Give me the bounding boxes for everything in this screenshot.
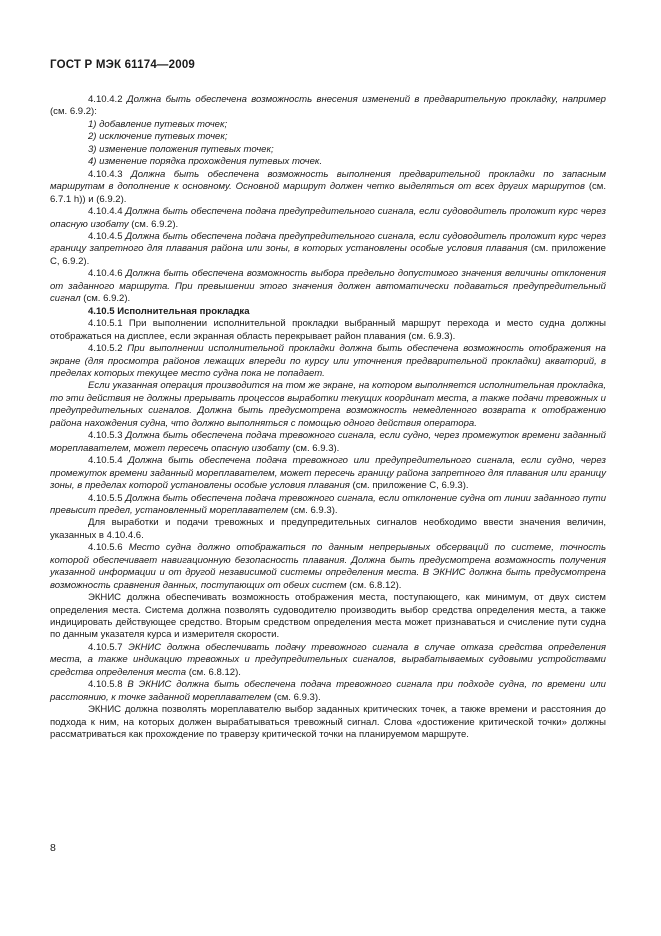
list-item: 1) добавление путевых точек; bbox=[88, 118, 228, 130]
paragraph-4-10-5-8-cont: ЭКНИС должна позволять мореплавателю выбор заданных критических точек, а также времени и расстояния до подхода к ним, на которых должен вырабатываться тревожный сигнал. Слова «достижение критической точки» должны рассматриваться как прохождение по траверзу критической точки на планируемом маршруте. bbox=[50, 704, 606, 741]
paragraph-4-10-4-4: 4.10.4.4 Должна быть обеспечена подача предупредительного сигнала, если судоводитель проложит курс через опасную изобату (см. 6.9.2). bbox=[50, 206, 606, 230]
paragraph-4-10-5-7: 4.10.5.7 ЭКНИС должна обеспечивать подачу тревожного сигнала в случае отказа средства определения места, а также индикацию тревожных и предупредительных сигналов, вырабатываемых судовыми устройствами средства определения места (см. 6.8.12). bbox=[50, 641, 606, 678]
list-item: 4) изменение порядка прохождения путевых точек. bbox=[88, 156, 323, 168]
paragraph-4-10-5-3: 4.10.5.3 Должна быть обеспечена подача тревожного сигнала, если судно, через промежуток времени заданный мореплавателем, может пересечь опасную изобату (см. 6.9.3). bbox=[50, 430, 606, 454]
paragraph-4-10-5-6-cont: ЭКНИС должна обеспечивать возможность отображения места, поступающего, как минимум, от двух систем определения места. Система должна позволять судоводителю производить выбор средства определения места, а также индицировать действующее средство. Вторым средством определения места может признаваться и счисление пути судна по данным указателя курса и измерителя скорости. bbox=[50, 592, 606, 641]
list-item: 3) изменение положения путевых точек; bbox=[88, 143, 274, 155]
page-header: ГОСТ Р МЭК 61174—2009 bbox=[50, 59, 196, 71]
paragraph-note: Для выработки и подачи тревожных и предупредительных сигналов необходимо ввести значения величин, указанных в 4.10.4.6. bbox=[50, 517, 606, 541]
paragraph-4-10-5-6: 4.10.5.6 Место судна должно отображаться по данным непрерывных обсерваций по системе, точность которой обеспечивает навигационную безопасность плавания. Должна быть предусмотрена возможность получения указанной информации и от другой независимой системы определения места. В ЭКНИС должна быть предусмотрена возможность сравнения данных, поступающих от обеих систем (см. 6.8.12). bbox=[50, 542, 607, 591]
paragraph-4-10-5-4: 4.10.5.4 Должна быть обеспечена подача тревожного или предупредительного сигнала, если судно, через промежуток времени заданный мореплавателем, может пересечь границу района запретного для плавания или границу зоны, в пределах которой установлены особые условия плавания (см. приложение C, 6.9.3). bbox=[50, 455, 606, 492]
paragraph-4-10-5-5: 4.10.5.5 Должна быть обеспечена подача тревожного сигнала, если отклонение судна от линии заданного пути превысит предел, установленный мореплавателем (см. 6.9.3). bbox=[50, 492, 607, 516]
list-item: 2) исключение путевых точек; bbox=[88, 131, 228, 143]
section-heading: 4.10.5 Исполнительная прокладка bbox=[88, 305, 250, 317]
paragraph-4-10-4-5: 4.10.4.5 Должна быть обеспечена подача предупредительного сигнала, если судоводитель проложит курс через границу запретного для плавания района или зоны, в которых установлены особые условия плавания (см. приложение C, 6.9.2). bbox=[50, 230, 606, 267]
paragraph-4-10-5-2-cont: Если указанная операция производится на том же экране, на котором выполняется исполнительная прокладка, то эти действия не должны прерывать процессов выработки текущих координат места, а также подачи тревожных и предупредительных сигналов. Должна быть предусмотрена возможность немедленного возврата к отображению района нахождения судна, что должно выполняться с помощью одного действия оператора. bbox=[50, 380, 606, 429]
document-body bbox=[50, 94, 606, 742]
paragraph-4-10-5-1: 4.10.5.1 При выполнении исполнительной прокладки выбранный маршрут перехода и место судна должны отображаться на дисплее, если экранная область перекрывает район плавания (см. 6.9.3). bbox=[50, 318, 606, 342]
paragraph-4-10-5-8: 4.10.5.8 В ЭКНИС должна быть обеспечена подача тревожного сигнала при подходе судна, по времени или расстоянию, к точке заданной мореплавателем (см. 6.9.3). bbox=[50, 679, 606, 703]
paragraph-4-10-4-3: 4.10.4.3 Должна быть обеспечена возможность выполнения предварительной прокладки по запасным маршрутам в дополнение к основному. Основной маршрут должен четко выделяться от всех других маршрутов (см. 6.7.1 h)) и (6.9.2). bbox=[50, 168, 606, 205]
paragraph-4-10-4-6: 4.10.4.6 Должна быть обеспечена возможность выбора предельно допустимого значения величины отклонения от заданного маршрута. При превышении этого значения должен автоматически подаваться предупредительный сигнал (см. 6.9.2). bbox=[50, 268, 606, 305]
page-number: 8 bbox=[50, 842, 56, 854]
paragraph-4-10-5-2: 4.10.5.2 При выполнении исполнительной прокладки должна быть обеспечена возможность отображения на экране (для просмотра районов лежащих впереди по курсу или уточнения предварительной прокладки) акваторий, в пределах которых текущее место судна пока не попадает. bbox=[50, 343, 606, 379]
paragraph-4-10-4-2: 4.10.4.2 Должна быть обеспечена возможность внесения изменений в предварительную прокладку, например (см. 6.9.2): bbox=[50, 94, 606, 118]
